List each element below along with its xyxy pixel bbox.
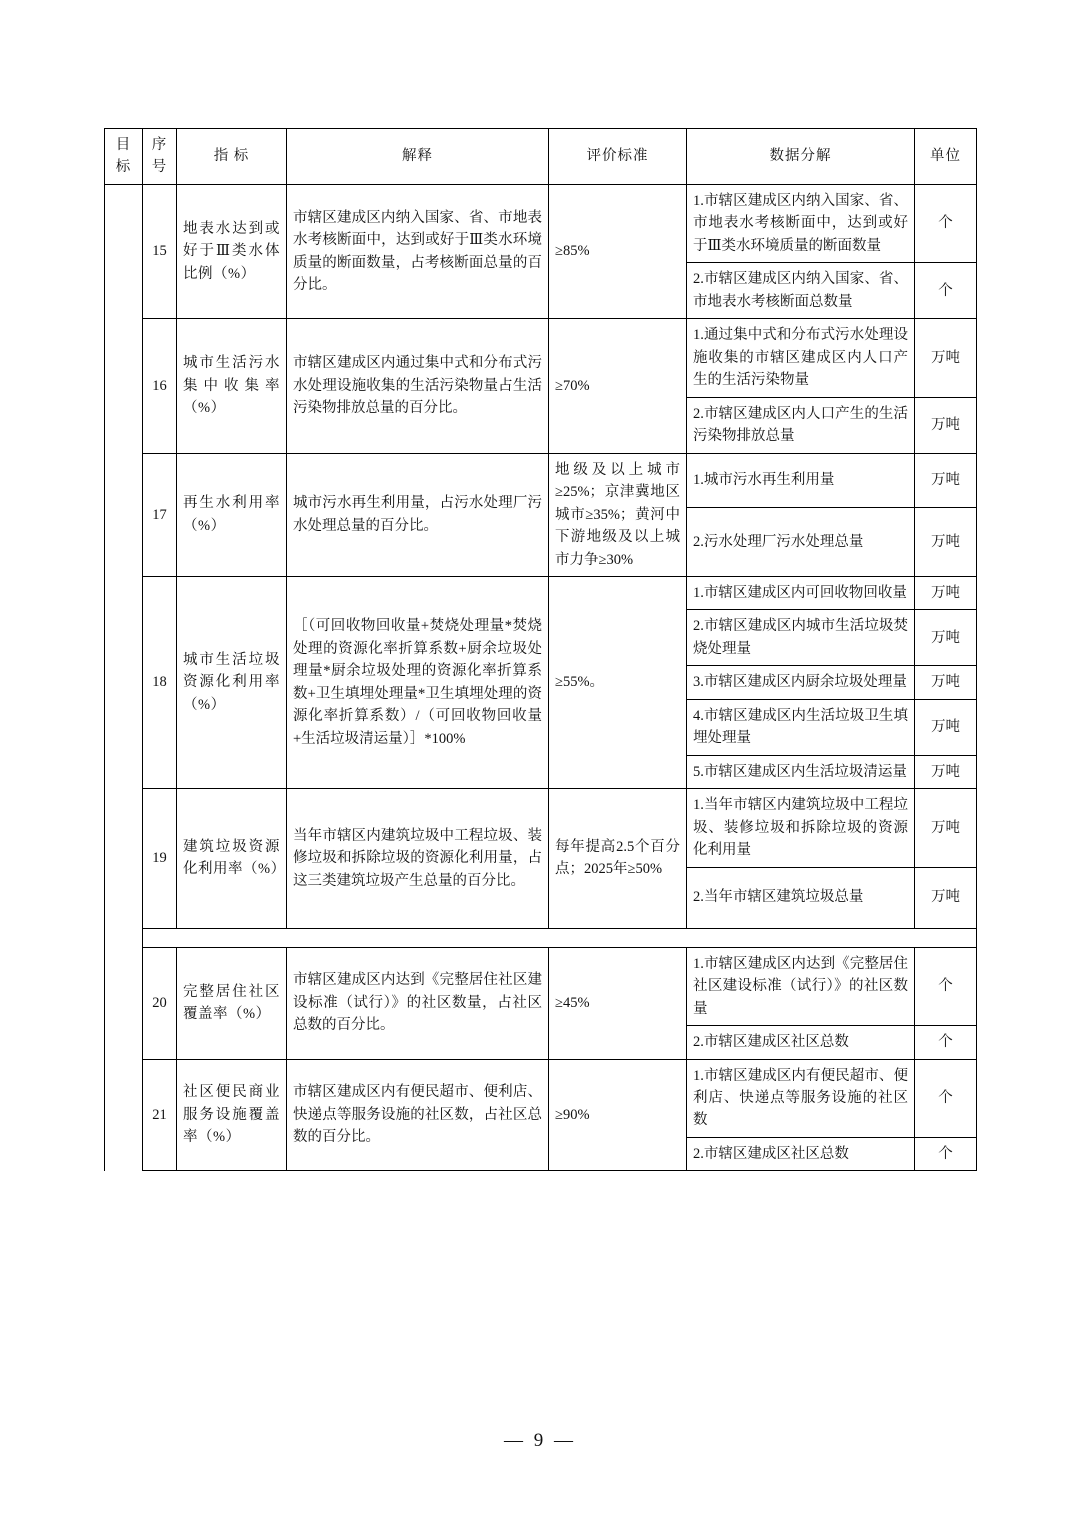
breakdown-cell: 2.污水处理厂污水处理总量 <box>687 507 915 576</box>
row-number: 16 <box>143 319 177 453</box>
table-row <box>105 576 977 609</box>
breakdown-cell: 1.市辖区建成区内有便民超市、便利店、快递点等服务设施的社区数 <box>687 1059 915 1137</box>
separator-cell <box>143 928 977 947</box>
goal-cell <box>105 319 143 453</box>
unit-cell: 个 <box>915 263 977 319</box>
unit-cell: 万吨 <box>915 319 977 397</box>
goal-cell <box>105 928 143 947</box>
breakdown-cell: 1.市辖区建成区内纳入国家、省、市地表水考核断面中，达到或好于Ⅲ类水环境质量的断面数量 <box>687 184 915 262</box>
header-criteria: 评价标准 <box>549 129 687 185</box>
header-indicator: 指 标 <box>177 129 287 185</box>
header-no: 序号 <box>143 129 177 185</box>
unit-cell: 万吨 <box>915 610 977 666</box>
row-number: 15 <box>143 184 177 318</box>
row-number: 21 <box>143 1059 177 1171</box>
indicator-cell: 再生水利用率（%） <box>177 453 287 576</box>
indicator-cell: 城市生活污水集中收集率（%） <box>177 319 287 453</box>
breakdown-cell: 1.市辖区建成区内达到《完整居住社区建设标准（试行）》的社区数量 <box>687 947 915 1025</box>
breakdown-cell: 1.当年市辖区内建筑垃圾中工程垃圾、装修垃圾和拆除垃圾的资源化利用量 <box>687 789 915 867</box>
explanation-cell: 市辖区建成区内达到《完整居住社区建设标准（试行）》的社区数量，占社区总数的百分比。 <box>287 947 549 1059</box>
unit-cell: 万吨 <box>915 699 977 755</box>
indicator-cell: 城市生活垃圾资源化利用率（%） <box>177 576 287 788</box>
goal-cell <box>105 576 143 788</box>
unit-cell: 万吨 <box>915 453 977 507</box>
header-explanation: 解释 <box>287 129 549 185</box>
explanation-cell: 市辖区建成区内有便民超市、便利店、快递点等服务设施的社区数，占社区总数的百分比。 <box>287 1059 549 1171</box>
unit-cell: 万吨 <box>915 576 977 609</box>
goal-cell <box>105 789 143 928</box>
table-row <box>105 1059 977 1137</box>
unit-cell: 个 <box>915 184 977 262</box>
indicator-cell: 社区便民商业服务设施覆盖率（%） <box>177 1059 287 1171</box>
header-goal: 目标 <box>105 129 143 185</box>
indicator-cell: 地表水达到或好于Ⅲ类水体比例（%） <box>177 184 287 318</box>
explanation-cell: ［（可回收物回收量+焚烧处理量*焚烧处理的资源化率折算系数+厨余垃圾处理量*厨余垃圾处理的资源化率折算系数+卫生填埋处理量*卫生填埋处理的资源化率折算系数）/（可回收物回收量+生活垃圾清运量）］*100% <box>287 576 549 788</box>
breakdown-cell: 1.通过集中式和分布式污水处理设施收集的市辖区建成区内人口产生的生活污染物量 <box>687 319 915 397</box>
breakdown-cell: 2.市辖区建成区内人口产生的生活污染物排放总量 <box>687 397 915 453</box>
table-row <box>105 319 977 397</box>
criteria-cell: ≥70% <box>549 319 687 453</box>
explanation-cell: 市辖区建成区内通过集中式和分布式污水处理设施收集的生活污染物量占生活污染物排放总量的百分比。 <box>287 319 549 453</box>
breakdown-cell: 1.市辖区建成区内可回收物回收量 <box>687 576 915 609</box>
breakdown-cell: 2.当年市辖区建筑垃圾总量 <box>687 867 915 928</box>
table-row <box>105 947 977 1025</box>
unit-cell: 个 <box>915 1137 977 1170</box>
breakdown-cell: 2.市辖区建成区社区总数 <box>687 1137 915 1170</box>
row-number: 17 <box>143 453 177 576</box>
goal-cell <box>105 947 143 1059</box>
unit-cell: 万吨 <box>915 867 977 928</box>
table-row <box>105 184 977 262</box>
indicator-cell: 建筑垃圾资源化利用率（%） <box>177 789 287 928</box>
row-number: 19 <box>143 789 177 928</box>
unit-cell: 万吨 <box>915 507 977 576</box>
breakdown-cell: 2.市辖区建成区社区总数 <box>687 1026 915 1059</box>
unit-cell: 个 <box>915 1026 977 1059</box>
criteria-cell: ≥85% <box>549 184 687 318</box>
breakdown-cell: 2.市辖区建成区内纳入国家、省、市地表水考核断面总数量 <box>687 263 915 319</box>
criteria-cell: ≥90% <box>549 1059 687 1171</box>
table-row <box>105 789 977 867</box>
unit-cell: 万吨 <box>915 789 977 867</box>
unit-cell: 个 <box>915 1059 977 1137</box>
goal-cell <box>105 1059 143 1171</box>
explanation-cell: 城市污水再生利用量，占污水处理厂污水处理总量的百分比。 <box>287 453 549 576</box>
unit-cell: 万吨 <box>915 666 977 699</box>
header-unit: 单位 <box>915 129 977 185</box>
breakdown-cell: 1.城市污水再生利用量 <box>687 453 915 507</box>
goal-cell <box>105 453 143 576</box>
criteria-cell: ≥55%。 <box>549 576 687 788</box>
indicator-table <box>104 128 977 1171</box>
breakdown-cell: 5.市辖区建成区内生活垃圾清运量 <box>687 755 915 788</box>
page-footer <box>0 1430 1080 1452</box>
criteria-cell: ≥45% <box>549 947 687 1059</box>
unit-cell: 万吨 <box>915 755 977 788</box>
explanation-cell: 市辖区建成区内纳入国家、省、市地表水考核断面中，达到或好于Ⅲ类水环境质量的断面数量，占考核断面总量的百分比。 <box>287 184 549 318</box>
criteria-cell: 地级及以上城市≥25%；京津冀地区城市≥35%；黄河中下游地级及以上城市力争≥30% <box>549 453 687 576</box>
unit-cell: 万吨 <box>915 397 977 453</box>
row-number: 18 <box>143 576 177 788</box>
unit-cell: 个 <box>915 947 977 1025</box>
breakdown-cell: 4.市辖区建成区内生活垃圾卫生填埋处理量 <box>687 699 915 755</box>
explanation-cell: 当年市辖区内建筑垃圾中工程垃圾、装修垃圾和拆除垃圾的资源化利用量，占这三类建筑垃圾产生总量的百分比。 <box>287 789 549 928</box>
indicator-cell: 完整居住社区覆盖率（%） <box>177 947 287 1059</box>
breakdown-cell: 2.市辖区建成区内城市生活垃圾焚烧处理量 <box>687 610 915 666</box>
table-row <box>105 453 977 507</box>
goal-cell <box>105 184 143 318</box>
row-number: 20 <box>143 947 177 1059</box>
page-number: — 9 — <box>504 1430 576 1451</box>
header-data-breakdown: 数据分解 <box>687 129 915 185</box>
section-separator-row <box>105 928 977 947</box>
table-header-row <box>105 129 977 185</box>
breakdown-cell: 3.市辖区建成区内厨余垃圾处理量 <box>687 666 915 699</box>
criteria-cell: 每年提高2.5个百分点；2025年≥50% <box>549 789 687 928</box>
